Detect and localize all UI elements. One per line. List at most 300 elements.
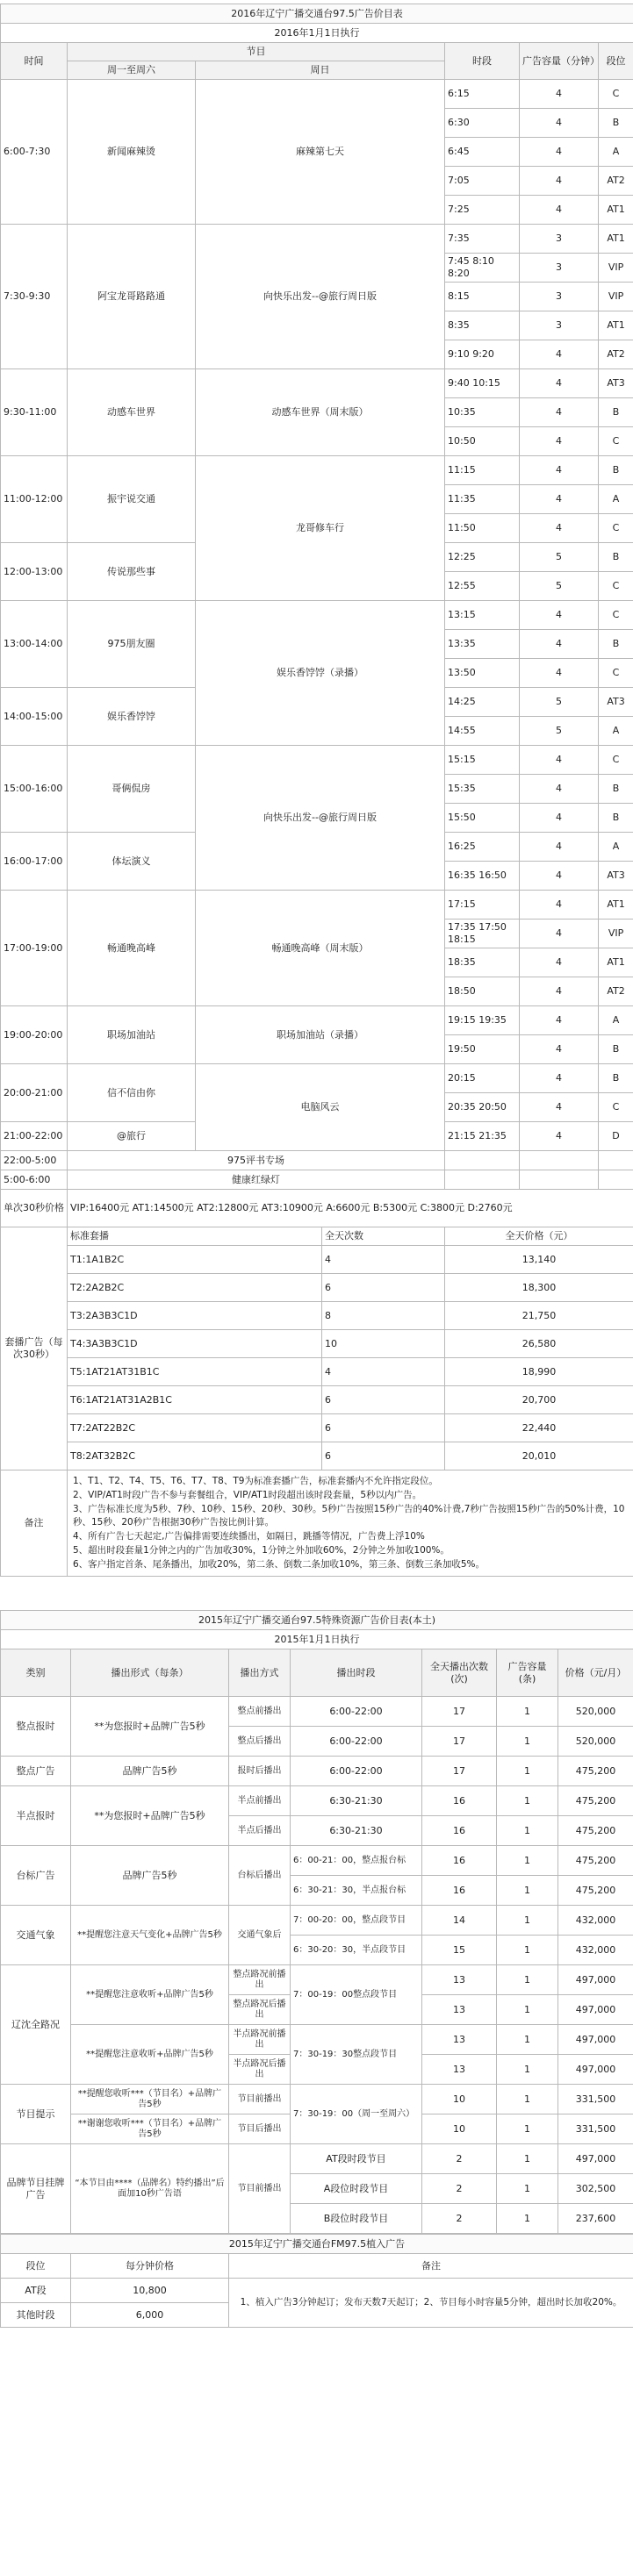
slot-capacity: 4 [520,109,599,138]
special-form: 品牌广告5秒 [71,1846,229,1906]
special-category: 整点广告 [1,1757,71,1786]
slot-capacity: 4 [520,977,599,1006]
col-header-time: 时间 [1,43,68,80]
time-range: 15:00-16:00 [1,746,68,833]
special-price: 237,600 [558,2204,633,2234]
special-price: 331,500 [558,2114,633,2144]
time-range: 14:00-15:00 [1,688,68,746]
special-form: **为您报时+品牌广告5秒 [71,1786,229,1846]
slot-position: AT2 [599,977,633,1006]
time-range: 21:00-22:00 [1,1122,68,1151]
slot-time: 12:25 [445,543,520,572]
slot-time: 8:15 [445,283,520,311]
special-capacity: 1 [497,1876,558,1906]
slot-capacity: 4 [520,1093,599,1122]
special-mode: 交通气象后 [229,1906,291,1965]
col-header-weekday: 周一至周六 [68,61,196,80]
fm975-position: AT段 [1,2279,71,2303]
special-capacity: 1 [497,2025,558,2055]
slot-position: C [599,572,633,601]
special-capacity: 1 [497,1936,558,1965]
fm975-header-price: 每分钟价格 [71,2254,229,2279]
slot-time: 18:50 [445,977,520,1006]
slot-capacity: 5 [520,572,599,601]
slot-time: 13:35 [445,630,520,659]
time-range: 12:00-13:00 [1,543,68,601]
slot-position: B [599,1035,633,1064]
unit-price-list: VIP:16400元 AT1:14500元 AT2:12800元 AT3:10900元 A:6600元 B:5300元 C:3800元 D:2760元 [68,1190,633,1227]
slot-position: A [599,485,633,514]
special-slot: 7：30-19：30整点段节目 [291,2025,422,2085]
slot-position: AT1 [599,225,633,254]
special-count: 17 [422,1697,497,1727]
slot-capacity: 4 [520,427,599,456]
fm975-position: 其他时段 [1,2303,71,2328]
weekend-program: 畅通晚高峰（周末版） [196,891,445,1006]
slot-capacity: 4 [520,196,599,225]
slot-position: A [599,833,633,862]
special-mode: 半点前播出 [229,1786,291,1816]
slot-time: 20:15 [445,1064,520,1093]
slot-position: A [599,717,633,746]
slot-time: 11:50 [445,514,520,543]
fm975-header-position: 段位 [1,2254,71,2279]
slot-position: C [599,659,633,688]
special-header-form: 播出形式（每条） [71,1649,229,1697]
package-name: T5:1AT21AT31B1C [68,1358,322,1386]
slot-position: B [599,109,633,138]
special-mode: 半点后播出 [229,1816,291,1846]
slot-capacity: 4 [520,485,599,514]
package-count: 8 [322,1302,445,1330]
package-name: T6:1AT21AT31A2B1C [68,1386,322,1414]
slot-position: AT3 [599,862,633,891]
package-name: T4:3A3B3C1D [68,1330,322,1358]
slot-position: A [599,1006,633,1035]
special-form: “本节目由****（品牌名）特约播出”后面加10秒广告语 [71,2144,229,2234]
package-header-price: 全天价格（元） [445,1227,633,1246]
slot-capacity: 4 [520,167,599,196]
slot-capacity: 4 [520,456,599,485]
slot-position: B [599,543,633,572]
col-header-slot: 时段 [445,43,520,80]
slot-capacity: 4 [520,80,599,109]
special-form: **谢谢您收听***（节目名）+品牌广告5秒 [71,2114,229,2144]
slot-position: AT2 [599,340,633,369]
special-slot: 6:00-22:00 [291,1697,422,1727]
special-slot: 7：30-19：00（周一至周六） [291,2085,422,2144]
slot-capacity: 4 [520,369,599,398]
special-slot: 6:00-22:00 [291,1727,422,1757]
special-slot: 6：30-20：30，半点段节目 [291,1936,422,1965]
slot-time: 16:25 [445,833,520,862]
special-price: 302,500 [558,2174,633,2204]
package-name: T2:2A2B2C [68,1274,322,1302]
special-price: 432,000 [558,1936,633,1965]
special-category: 辽沈全路况 [1,1965,71,2085]
package-header-name: 标准套播 [68,1227,322,1246]
slot-time: 10:50 [445,427,520,456]
package-price: 21,750 [445,1302,633,1330]
special-slot: A段位时段节目 [291,2174,422,2204]
note-line: 1、T1、T2、T4、T5、T6、T7、T8、T9为标准套播广告，标准套播内不允许指定段位。 [73,1476,438,1486]
special-price: 497,000 [558,2025,633,2055]
slot-capacity: 4 [520,1035,599,1064]
slot-time: 21:15 21:35 [445,1122,520,1151]
special-slot: 6:30-21:30 [291,1786,422,1816]
slot-capacity: 5 [520,717,599,746]
special-mode: 节目前播出 [229,2144,291,2234]
special-capacity: 1 [497,1727,558,1757]
special-mode: 报时后播出 [229,1757,291,1786]
package-price: 26,580 [445,1330,633,1358]
weekday-program: 振宇说交通 [68,456,196,543]
slot-capacity: 4 [520,514,599,543]
package-name: T7:2AT22B2C [68,1414,322,1442]
slot-time: 14:55 [445,717,520,746]
ratecard-2016-title: 2016年辽宁广播交通台97.5广告价目表 [1,4,633,24]
special-capacity: 1 [497,2174,558,2204]
slot-position: C [599,601,633,630]
slot-position: AT1 [599,948,633,977]
fm975-price: 6,000 [71,2303,229,2328]
slot-position: C [599,746,633,775]
col-header-program: 节目 [68,43,445,61]
special-header-capacity: 广告容量(条) [497,1649,558,1697]
package-count: 6 [322,1414,445,1442]
package-name: T1:1A1B2C [68,1246,322,1274]
time-range: 9:30-11:00 [1,369,68,456]
note-line: 4、所有广告七天起定,广告偏排需要连续播出，如隔日，跳播等情况，广告费上浮10% [73,1531,425,1542]
slot-capacity: 4 [520,138,599,167]
special-price: 520,000 [558,1697,633,1727]
special-capacity: 1 [497,1965,558,1995]
weekend-program: 动感车世界（周末版） [196,369,445,456]
package-price: 18,300 [445,1274,633,1302]
special-form: **提醒您注意收听+品牌广告5秒 [71,2025,229,2085]
time-range: 19:00-20:00 [1,1006,68,1064]
special-capacity: 1 [497,2144,558,2174]
weekend-program: 麻辣第七天 [196,80,445,225]
slot-time: 15:15 [445,746,520,775]
special-count: 13 [422,2055,497,2085]
ratecard-2016-table [0,4,633,1577]
slot-position: B [599,1064,633,1093]
slot-capacity: 4 [520,1006,599,1035]
special-count: 2 [422,2204,497,2234]
package-price: 18,990 [445,1358,633,1386]
slot-position: AT3 [599,688,633,717]
slot-time: 19:50 [445,1035,520,1064]
time-range: 11:00-12:00 [1,456,68,543]
special-price: 432,000 [558,1906,633,1936]
special-capacity: 1 [497,1906,558,1936]
weekday-program: 娱乐香饽饽 [68,688,196,746]
slot-time: 19:15 19:35 [445,1006,520,1035]
note-line: 6、客户指定首条、尾条播出，加收20%，第二条、倒数二条加收10%，第三条、倒数三条加收5%。 [73,1558,486,1570]
slot-capacity: 4 [520,601,599,630]
special-count: 10 [422,2114,497,2144]
slot-time: 11:35 [445,485,520,514]
slot-position: AT2 [599,167,633,196]
special-capacity: 1 [497,1697,558,1727]
slot-capacity: 4 [520,948,599,977]
special-count: 16 [422,1876,497,1906]
slot-time: 12:55 [445,572,520,601]
slot-position: B [599,456,633,485]
special-form: **提醒您注意收听+品牌广告5秒 [71,1965,229,2025]
weekend-program: 向快乐出发--@旅行周日版 [196,225,445,369]
special-mode: 台标后播出 [229,1846,291,1906]
special-mode: 整点后播出 [229,1727,291,1757]
slot-capacity: 4 [520,746,599,775]
package-name: T3:2A3B3C1D [68,1302,322,1330]
slot-time: 7:45 8:10 8:20 [445,254,520,283]
special-2015-effective: 2015年1月1日执行 [1,1630,633,1649]
package-price: 22,440 [445,1414,633,1442]
special-count: 17 [422,1757,497,1786]
weekday-program: 体坛演义 [68,833,196,891]
special-slot: 6:00-22:00 [291,1757,422,1786]
special-count: 16 [422,1786,497,1816]
time-range: 6:00-7:30 [1,80,68,225]
package-count: 10 [322,1330,445,1358]
weekday-program: 信不信由你 [68,1064,196,1122]
time-range: 22:00-5:00 [1,1151,68,1170]
col-header-weekend: 周日 [196,61,445,80]
slot-time: 15:50 [445,804,520,833]
slot-position: VIP [599,283,633,311]
slot-position: C [599,1093,633,1122]
slot-position: C [599,80,633,109]
slot-capacity: 4 [520,891,599,919]
slot-capacity: 4 [520,775,599,804]
weekend-program: 龙哥修车行 [196,456,445,601]
slot-capacity: 4 [520,1064,599,1093]
special-capacity: 1 [497,1846,558,1876]
slot-capacity: 3 [520,225,599,254]
special-slot: 7：00-19：00整点段节目 [291,1965,422,2025]
special-slot: B段位时段节目 [291,2204,422,2234]
special-capacity: 1 [497,1757,558,1786]
notes-label: 备注 [1,1470,68,1577]
special-count: 10 [422,2085,497,2114]
section-gap [0,1577,633,1610]
slot-position: VIP [599,254,633,283]
col-header-position: 段位 [599,43,633,80]
special-count: 13 [422,1995,497,2025]
special-price: 475,200 [558,1786,633,1816]
slot-capacity: 4 [520,659,599,688]
special-mode: 整点前播出 [229,1697,291,1727]
special-slot: 6：00-21：00，整点报台标 [291,1846,422,1876]
slot-capacity: 4 [520,833,599,862]
special-capacity: 1 [497,1786,558,1816]
slot-position: C [599,514,633,543]
slot-position: B [599,630,633,659]
time-range: 5:00-6:00 [1,1170,68,1190]
slot-position: B [599,804,633,833]
slot-time: 14:25 [445,688,520,717]
package-price: 20,700 [445,1386,633,1414]
special-header-price: 价格（元/月） [558,1649,633,1697]
note-line: 5、超出时段套量1分钟之内的广告加收30%，1分钟之外加收60%，2分钟之外加收100%。 [73,1544,450,1556]
special-mode: 整点路况后播出 [229,1995,291,2025]
special-category: 交通气象 [1,1906,71,1965]
slot-position: AT3 [599,369,633,398]
special-header-count: 全天播出次数(次) [422,1649,497,1697]
time-range: 7:30-9:30 [1,225,68,369]
note-line: 2、VIP/AT1时段广告不参与套餐组合，VIP/AT1时段超出该时段套量，5秒以内广告。 [73,1489,422,1500]
special-slot: 6：30-21：30，半点报台标 [291,1876,422,1906]
special-price: 475,200 [558,1846,633,1876]
special-header-category: 类别 [1,1649,71,1697]
package-label: 套播广告（每次30秒） [1,1227,68,1470]
slot-capacity: 4 [520,919,599,948]
special-form: **提醒您注意天气变化+品牌广告5秒 [71,1906,229,1965]
special-price: 475,200 [558,1816,633,1846]
special-price: 497,000 [558,2055,633,2085]
slot-capacity: 4 [520,340,599,369]
weekday-program: 哥俩侃房 [68,746,196,833]
special-price: 497,000 [558,1965,633,1995]
special-2015-table [0,1610,633,2234]
fm975-title: 2015年辽宁广播交通台FM97.5植入广告 [1,2235,633,2254]
special-capacity: 1 [497,1816,558,1846]
weekday-program: 动感车世界 [68,369,196,456]
slot-capacity: 4 [520,862,599,891]
weekend-program: 娱乐香饽饽（录播） [196,601,445,746]
special-count: 15 [422,1936,497,1965]
package-count: 6 [322,1386,445,1414]
special-price: 497,000 [558,1995,633,2025]
slot-position: AT1 [599,196,633,225]
fm975-2015-table [0,2234,633,2328]
time-range: 20:00-21:00 [1,1064,68,1122]
package-count: 4 [322,1358,445,1386]
weekday-program: 975朋友圈 [68,601,196,688]
special-price: 520,000 [558,1727,633,1757]
special-form: **提醒您收听***（节目名）+品牌广告5秒 [71,2085,229,2114]
special-capacity: 1 [497,2204,558,2234]
special-mode: 节目后播出 [229,2114,291,2144]
slot-capacity: 4 [520,630,599,659]
slot-time: 20:35 20:50 [445,1093,520,1122]
special-count: 17 [422,1727,497,1757]
special-count: 16 [422,1816,497,1846]
slot-time: 9:10 9:20 [445,340,520,369]
slot-position: VIP [599,919,633,948]
special-price: 475,200 [558,1757,633,1786]
special-2015-title: 2015年辽宁广播交通台97.5特殊资源广告价目表(本土) [1,1611,633,1630]
weekend-program: 电脑风云 [196,1064,445,1151]
slot-capacity: 3 [520,283,599,311]
slot-time: 16:35 16:50 [445,862,520,891]
time-range: 17:00-19:00 [1,891,68,1006]
weekday-program: 阿宝龙哥路路通 [68,225,196,369]
time-range: 16:00-17:00 [1,833,68,891]
special-price: 497,000 [558,2144,633,2174]
slot-time: 6:45 [445,138,520,167]
slot-position: AT1 [599,891,633,919]
slot-capacity: 3 [520,311,599,340]
special-price: 475,200 [558,1876,633,1906]
special-count: 13 [422,1965,497,1995]
weekday-program: 畅通晚高峰 [68,891,196,1006]
special-form: 品牌广告5秒 [71,1757,229,1786]
slot-position: C [599,427,633,456]
special-count: 2 [422,2174,497,2204]
weekend-program: 向快乐出发--@旅行周日版 [196,746,445,891]
slot-time: 17:15 [445,891,520,919]
special-category: 台标广告 [1,1846,71,1906]
special-count: 16 [422,1846,497,1876]
slot-position: D [599,1122,633,1151]
package-price: 20,010 [445,1442,633,1470]
package-header-count: 全天次数 [322,1227,445,1246]
weekday-program: 新闻麻辣烫 [68,80,196,225]
special-slot: 7：00-20：00，整点段节目 [291,1906,422,1936]
slot-time: 7:05 [445,167,520,196]
weekend-program: 职场加油站（录播） [196,1006,445,1064]
special-category: 半点报时 [1,1786,71,1846]
slot-time: 13:15 [445,601,520,630]
special-capacity: 1 [497,1995,558,2025]
special-category: 节目提示 [1,2085,71,2144]
time-range: 13:00-14:00 [1,601,68,688]
unit-price-label: 单次30秒价格 [1,1190,68,1227]
slot-time: 13:50 [445,659,520,688]
slot-time: 10:35 [445,398,520,427]
slot-capacity: 5 [520,543,599,572]
slot-capacity: 4 [520,804,599,833]
slot-time: 6:30 [445,109,520,138]
slot-capacity: 4 [520,1122,599,1151]
special-count: 13 [422,2025,497,2055]
late-program: 975评书专场 [68,1151,445,1170]
slot-position: B [599,398,633,427]
slot-time: 7:25 [445,196,520,225]
package-price: 13,140 [445,1246,633,1274]
special-mode: 半点路况后播出 [229,2055,291,2085]
slot-time: 15:35 [445,775,520,804]
slot-time: 18:35 [445,948,520,977]
special-form: **为您报时+品牌广告5秒 [71,1697,229,1757]
special-capacity: 1 [497,2055,558,2085]
weekday-program: 职场加油站 [68,1006,196,1064]
fm975-remark: 1、植入广告3分钟起订；发布天数7天起订；2、节目每小时容量5分钟，超出时长加收20%。 [229,2279,633,2328]
package-name: T8:2AT32B2C [68,1442,322,1470]
slot-capacity: 3 [520,254,599,283]
slot-time: 11:15 [445,456,520,485]
fm975-price: 10,800 [71,2279,229,2303]
special-slot: AT段时段节目 [291,2144,422,2174]
slot-position: B [599,775,633,804]
ratecard-2016-effective: 2016年1月1日执行 [1,24,633,43]
special-header-mode: 播出方式 [229,1649,291,1697]
slot-time: 17:35 17:50 18:15 [445,919,520,948]
slot-time: 9:40 10:15 [445,369,520,398]
special-capacity: 1 [497,2114,558,2144]
weekday-program: @旅行 [68,1122,196,1151]
slot-position: A [599,138,633,167]
slot-time: 6:15 [445,80,520,109]
special-capacity: 1 [497,2085,558,2114]
special-mode: 节目前播出 [229,2085,291,2114]
slot-time: 8:35 [445,311,520,340]
col-header-capacity: 广告容量（分钟） [520,43,599,80]
special-count: 2 [422,2144,497,2174]
